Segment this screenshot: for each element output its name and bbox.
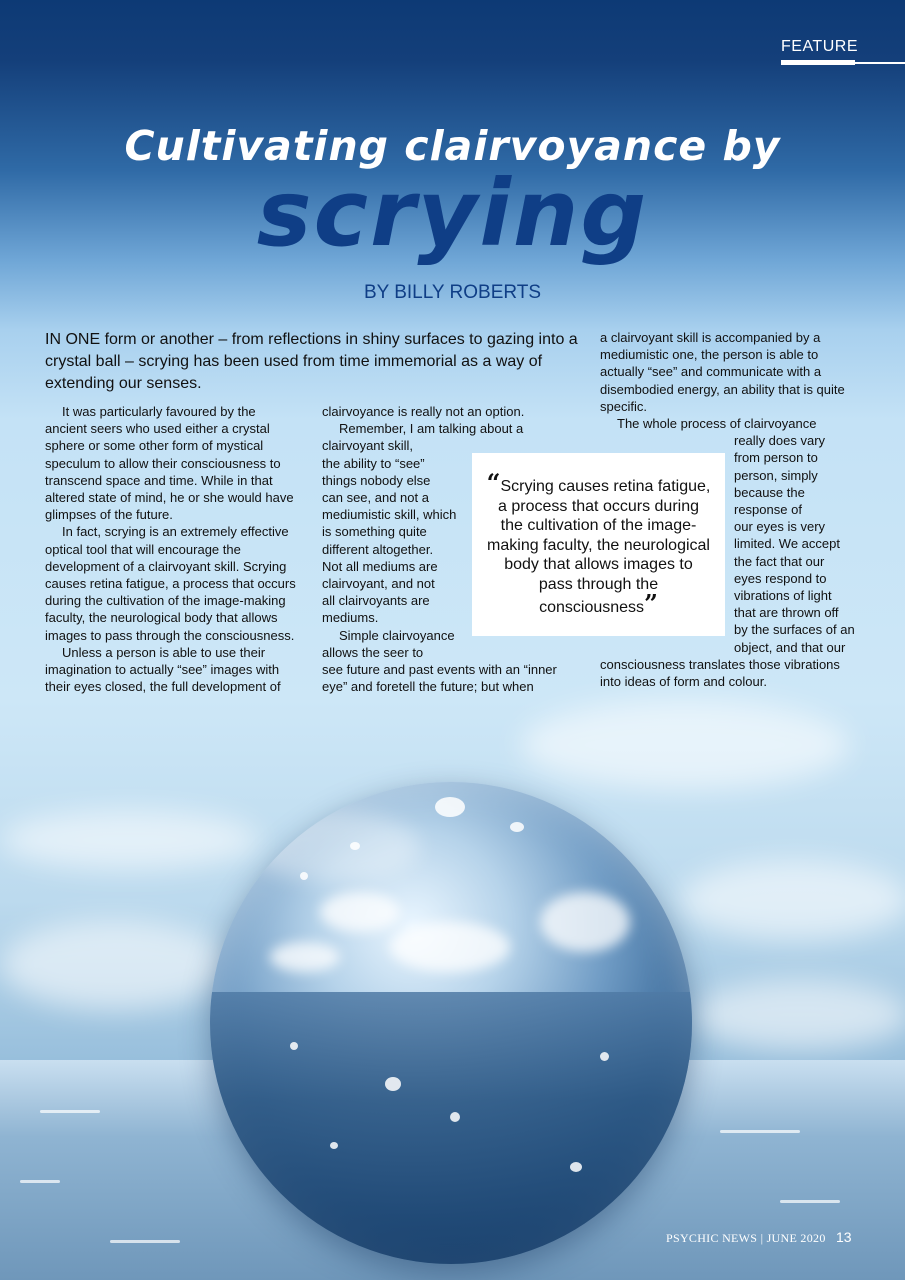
text-line: see future and past events with an “inner bbox=[322, 662, 557, 678]
text-line: clairvoyant, and not bbox=[322, 576, 435, 592]
text-line: mediumistic skill, which bbox=[322, 507, 457, 523]
text-line: limited. We accept bbox=[734, 536, 840, 552]
footer-publication: PSYCHIC NEWS | JUNE 2020 bbox=[666, 1231, 826, 1245]
paragraph: a clairvoyant skill is accompanied by a mediumistic one, the person is able to actually “see” and communicate with a disembodied energy, an ability that is quite specific. bbox=[600, 330, 845, 414]
page-number: 13 bbox=[836, 1229, 852, 1245]
text-line: Simple clairvoyance bbox=[339, 627, 455, 643]
text-line: really does vary bbox=[734, 433, 826, 449]
section-label: FEATURE bbox=[781, 38, 858, 55]
text-line: eyes respond to bbox=[734, 570, 827, 586]
orb-light-spot bbox=[300, 872, 308, 880]
paragraph: Unless a person is able to use their imagination to actually “see” images with their eyes closed, the full development of bbox=[45, 644, 281, 695]
sea-glint bbox=[40, 1110, 100, 1113]
orb-cloud bbox=[270, 942, 340, 972]
text-line: object, and that our bbox=[734, 639, 846, 655]
text-line: eye” and foretell the future; but when bbox=[322, 679, 534, 695]
text-line: things nobody else bbox=[322, 472, 431, 488]
pull-quote-text: Scrying causes retina fatigue, a process that occurs during the cultivation of the image-making faculty, the neurological body that allows images to pass through the consciousness bbox=[487, 478, 711, 616]
text-line: different altogether. bbox=[322, 541, 434, 557]
headline-line-1: Cultivating clairvoyance by bbox=[124, 122, 781, 170]
text-line: all clairvoyants are bbox=[322, 593, 430, 609]
text-line: mediums. bbox=[322, 610, 379, 626]
text-line: our eyes is very bbox=[734, 519, 826, 535]
text-line: is something quite bbox=[322, 524, 427, 540]
paragraph: clairvoyance is really not an option. bbox=[322, 404, 525, 419]
text-line: because the bbox=[734, 484, 805, 500]
pull-quote bbox=[472, 453, 725, 636]
orb-cloud bbox=[540, 892, 630, 952]
orb-light-spot bbox=[385, 1077, 401, 1091]
cloud bbox=[690, 980, 905, 1050]
text-line: The whole process of clairvoyance bbox=[617, 416, 817, 432]
cloud bbox=[520, 700, 850, 790]
orb-light-spot bbox=[600, 1052, 609, 1061]
sea-glint bbox=[780, 1200, 840, 1203]
cloud bbox=[680, 860, 905, 940]
text-line: can see, and not a bbox=[322, 490, 429, 506]
section-rule-accent bbox=[781, 60, 855, 65]
orb-highlight bbox=[250, 812, 420, 882]
sea-glint bbox=[20, 1180, 60, 1183]
crystal-ball-image bbox=[210, 782, 692, 1264]
text-line: clairvoyant skill, bbox=[322, 438, 414, 454]
orb-light-spot bbox=[330, 1142, 338, 1149]
orb-light-spot bbox=[570, 1162, 582, 1172]
orb-light-spot bbox=[510, 822, 524, 832]
cloud bbox=[0, 810, 260, 870]
cloud bbox=[0, 920, 230, 1010]
sea-glint bbox=[720, 1130, 800, 1133]
text-line: the ability to “see” bbox=[322, 455, 425, 471]
text-line: Not all mediums are bbox=[322, 558, 438, 574]
text-line: into ideas of form and colour. bbox=[600, 674, 767, 690]
text-line: the fact that our bbox=[734, 553, 825, 569]
orb-reflection-sea bbox=[210, 992, 692, 1264]
text-line: by the surfaces of an bbox=[734, 622, 855, 638]
text-line: that are thrown off bbox=[734, 605, 839, 621]
text-line: person, simply bbox=[734, 467, 818, 483]
headline-line-2: scrying bbox=[256, 160, 649, 267]
orb-light-spot bbox=[435, 797, 465, 817]
text-line: from person to bbox=[734, 450, 818, 466]
text-line: response of bbox=[734, 502, 802, 518]
sea-glint bbox=[110, 1240, 180, 1243]
orb-cloud bbox=[390, 922, 510, 972]
orb-light-spot bbox=[450, 1112, 460, 1122]
text-line: allows the seer to bbox=[322, 644, 424, 660]
close-quote-mark: ” bbox=[644, 589, 658, 618]
text-line: consciousness translates those vibrations bbox=[600, 656, 840, 672]
paragraph: It was particularly favoured by the ancient seers who used either a crystal sphere or some other form of mystical speculum to allow their consciousness to transcend space and time. While in that altered state of mind, he or she would have glimpses of the future. bbox=[45, 404, 294, 523]
paragraph: In fact, scrying is an extremely effective optical tool that will encourage the development of a clairvoyant skill. Scrying causes retina fatigue, a process that occurs during the cultivation of the image-making faculty, the neurological body that allows images to pass through the consciousness. bbox=[45, 524, 296, 643]
open-quote-mark: “ bbox=[486, 468, 501, 497]
body-column-1 bbox=[45, 403, 300, 695]
orb-light-spot bbox=[290, 1042, 298, 1050]
text-line: Remember, I am talking about a bbox=[339, 421, 524, 437]
orb-cloud bbox=[320, 892, 400, 932]
intro-paragraph: IN ONE form or another – from reflections in shiny surfaces to gazing into a crystal ball – scrying has been used from time immemorial as a way of extending our senses. bbox=[45, 331, 578, 392]
byline: BY BILLY ROBERTS bbox=[363, 282, 542, 303]
text-line: vibrations of light bbox=[734, 588, 832, 604]
orb-light-spot bbox=[350, 842, 360, 850]
